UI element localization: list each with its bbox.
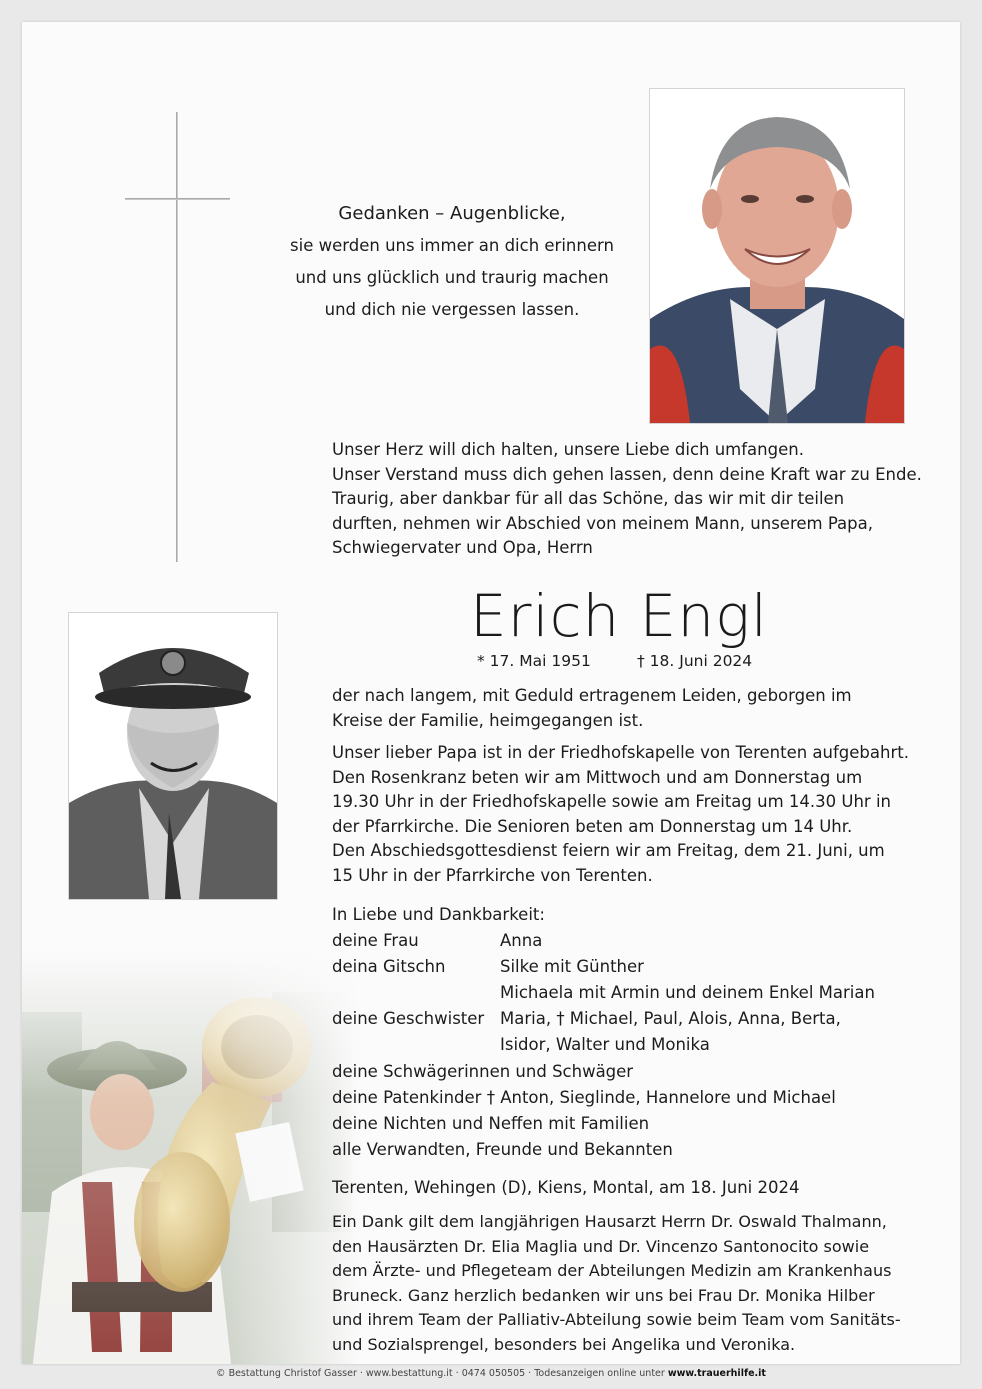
intro-line: Schwiegervater und Opa, Herrn: [332, 538, 593, 557]
deceased-name: Erich Engl: [469, 582, 769, 650]
thanks-line: Ein Dank gilt dem langjährigen Hausarzt Herrn Dr. Oswald Thalmann,: [332, 1212, 887, 1231]
paragraph-line: der Pfarrkirche. Die Senioren beten am Donnerstag um 14 Uhr.: [332, 816, 853, 836]
thanks-line: und Sozialsprengel, besonders bei Angelika und Veronika.: [332, 1334, 796, 1354]
thanks-line: den Hausärzten Dr. Elia Maglia und Dr. Vincenzo Santonocito sowie: [332, 1236, 870, 1256]
family-line: deine Nichten und Neffen mit Familien: [332, 1114, 650, 1133]
intro-line: Traurig, aber dankbar für all das Schöne, das wir mit dir teilen: [332, 489, 845, 508]
relatives: Anna: [500, 931, 543, 950]
intro-line: Unser Verstand muss dich gehen lassen, denn deine Kraft war zu Ende.: [332, 464, 922, 484]
intro-line: Unser Herz will dich halten, unsere Liebe dich umfangen.: [332, 440, 804, 459]
announcement-body: [332, 684, 909, 896]
verse-line: und uns glücklich und traurig machen: [295, 268, 609, 287]
obituary-card: [22, 22, 960, 1364]
verse-line: Gedanken – Augenblicke,: [338, 203, 566, 224]
relatives: Michaela mit Armin und deinem Enkel Marian: [500, 983, 875, 1002]
thanks-line: und ihrem Team der Palliativ-Abteilung sowie beim Team vom Sanitäts-: [332, 1310, 901, 1329]
family-row: [332, 928, 906, 954]
family-row: [332, 954, 906, 980]
relatives: Maria, † Michael, Paul, Alois, Anna, Berta,: [500, 1009, 841, 1028]
relation-spacer: [332, 1032, 500, 1058]
paragraph-line: Unser lieber Papa ist in der Friedhofskapelle von Terenten aufgebahrt.: [332, 743, 909, 762]
family-line: deine Schwägerinnen und Schwäger: [332, 1062, 634, 1081]
paragraph-line: Den Rosenkranz beten wir am Mittwoch und am Donnerstag um: [332, 767, 863, 787]
paragraph-line: 15 Uhr in der Pfarrkirche von Terenten.: [332, 865, 653, 885]
thanks-line: dem Ärzte- und Pflegeteam der Abteilungen Medizin am Krankenhaus: [332, 1261, 892, 1280]
pencil-sketch-portrait: [68, 612, 278, 900]
passing-paragraph: [332, 684, 906, 733]
relation: deine Geschwister: [332, 1009, 485, 1028]
paragraph-line: der nach langem, mit Geduld ertragenem Leiden, geborgen im: [332, 686, 852, 705]
musician-background-image: [22, 952, 362, 1364]
footer-text: © Bestattung Christof Gasser · www.bestattung.it · 0474 050505 · Todesanzeigen online unter: [216, 1368, 668, 1379]
relatives: Silke mit Günther: [500, 957, 644, 976]
portrait-photo: [649, 88, 905, 424]
place-and-date: Terenten, Wehingen (D), Kiens, Montal, am 18. Juni 2024: [332, 1178, 800, 1197]
relation: deine Frau: [332, 931, 419, 950]
death-date: † 18. Juni 2024: [637, 652, 753, 670]
paragraph-line: 19.30 Uhr in der Friedhofskapelle sowie am Freitag um 14.30 Uhr in: [332, 792, 891, 811]
cross-vertical: [176, 112, 178, 562]
family-line: deine Patenkinder † Anton, Sieglinde, Hannelore und Michael: [332, 1088, 836, 1107]
service-paragraph: [332, 741, 909, 888]
footer-link[interactable]: www.trauerhilfe.it: [667, 1368, 766, 1379]
cross-horizontal: [125, 198, 230, 200]
relatives: Isidor, Walter und Monika: [500, 1035, 710, 1054]
paragraph-line: Kreise der Familie, heimgegangen ist.: [332, 710, 644, 730]
thanks-paragraph: [332, 1210, 906, 1357]
footer: [0, 1368, 982, 1379]
verse-line: sie werden uns immer an dich erinnern: [290, 236, 614, 255]
family-row: [332, 1032, 906, 1058]
verse-line: und dich nie vergessen lassen.: [324, 300, 580, 319]
family-list: [332, 902, 906, 1163]
relation: deina Gitschn: [332, 957, 446, 976]
family-line: alle Verwandten, Freunde und Bekannten: [332, 1140, 673, 1159]
birth-date: * 17. Mai 1951: [477, 652, 591, 670]
relation-spacer: [332, 980, 500, 1006]
thanks-line: Bruneck. Ganz herzlich bedanken wir uns bei Frau Dr. Monika Hilber: [332, 1285, 875, 1305]
memorial-verse: [272, 198, 632, 326]
family-row: [332, 980, 906, 1006]
family-heading: In Liebe und Dankbarkeit:: [332, 905, 545, 924]
intro-text: [332, 438, 922, 561]
paragraph-line: Den Abschiedsgottesdienst feiern wir am Freitag, dem 21. Juni, um: [332, 841, 885, 860]
family-row: [332, 1006, 906, 1032]
intro-line: durften, nehmen wir Abschied von meinem Mann, unserem Papa,: [332, 513, 873, 533]
